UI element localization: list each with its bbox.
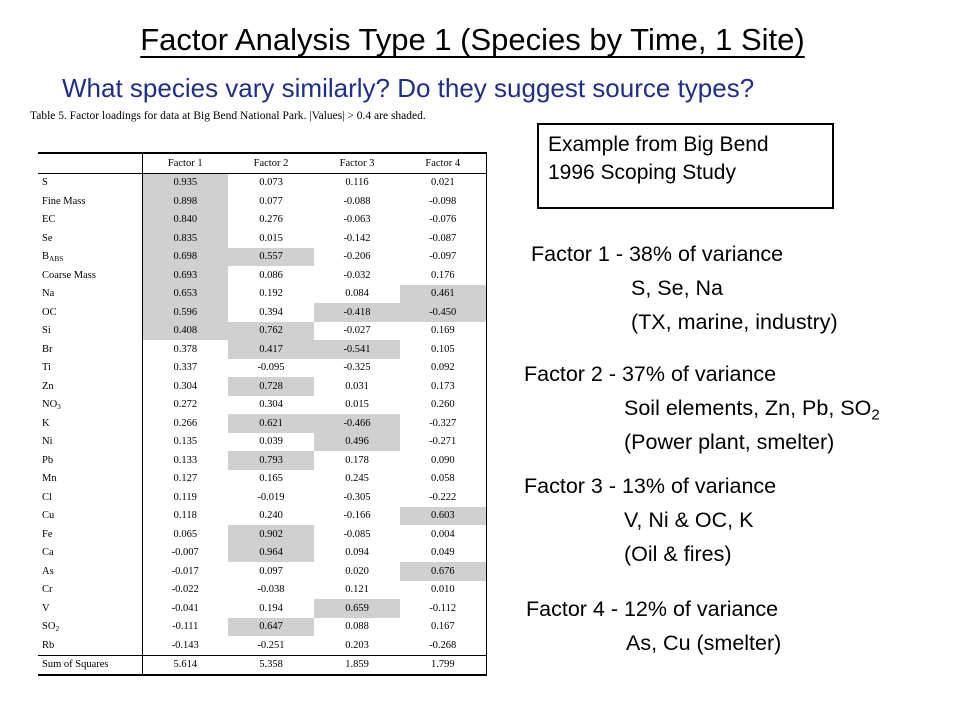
factor-2-summary (524, 357, 880, 459)
factor-4-heading: Factor 4 - 12% of variance (526, 597, 779, 621)
loading-cell-factor-1: 0.266 (142, 414, 228, 433)
factor-2-species-subscript: 2 (871, 406, 880, 424)
loading-cell-factor-2: 0.097 (259, 565, 283, 577)
loading-cell-factor-3: 0.015 (345, 399, 369, 411)
loading-cell-factor-4: -0.087 (400, 229, 486, 248)
factor-1-sources: (TX, marine, industry) (631, 310, 838, 334)
loading-cell-factor-2: 0.793 (228, 451, 314, 470)
loading-cell-factor-3: 0.031 (345, 380, 369, 392)
header-factor-2: Factor 2 (253, 157, 289, 169)
header-species (38, 153, 142, 173)
table-row (38, 488, 486, 507)
loading-cell-factor-3: -0.032 (343, 269, 371, 281)
species-label: Mn (42, 473, 57, 485)
loading-cell-factor-2: 0.964 (228, 544, 314, 563)
species-cell (38, 248, 142, 267)
loading-cell-factor-2: -0.038 (257, 584, 285, 596)
species-cell (38, 525, 142, 544)
loading-cell-factor-4: 0.167 (400, 618, 486, 637)
loading-cell-factor-1: -0.007 (142, 544, 228, 563)
loading-cell-factor-3: -0.418 (314, 303, 400, 322)
loading-cell-factor-4: 0.010 (400, 581, 486, 600)
table-body (38, 173, 486, 655)
sum-of-squares-row (38, 655, 486, 675)
slide-subtitle: What species vary similarly? Do they suggest source types? (62, 73, 755, 103)
species-label: NO (42, 399, 58, 411)
loading-cell-factor-2: 0.728 (228, 377, 314, 396)
loading-cell-factor-4: 0.058 (400, 470, 486, 489)
loading-cell-factor-2: 0.192 (259, 288, 283, 300)
table-row (38, 618, 486, 637)
loading-cell-factor-1: 0.835 (142, 229, 228, 248)
species-cell (38, 488, 142, 507)
species-cell (38, 340, 142, 359)
factor-2-sources: (Power plant, smelter) (624, 430, 835, 454)
factor-2-species-text: Soil elements, Zn, Pb, SO (624, 396, 872, 420)
species-cell (38, 266, 142, 285)
table-header-row (38, 153, 486, 173)
species-cell (38, 618, 142, 637)
species-cell (38, 451, 142, 470)
loading-cell-factor-4: 0.049 (400, 544, 486, 563)
loading-cell-factor-2: 0.077 (259, 195, 283, 207)
species-label: Fine Mass (42, 195, 86, 207)
species-cell (38, 507, 142, 526)
species-cell (38, 414, 142, 433)
loading-cell-factor-1: -0.022 (142, 581, 228, 600)
species-cell (38, 636, 142, 655)
species-cell (38, 470, 142, 489)
sum-value-factor-2: 5.358 (259, 659, 283, 671)
table-row (38, 451, 486, 470)
species-cell (38, 359, 142, 378)
loading-cell-factor-3: -0.541 (314, 340, 400, 359)
loading-cell-factor-2: 0.762 (228, 322, 314, 341)
factor-loadings-table (38, 152, 487, 676)
species-cell (38, 581, 142, 600)
table-row (38, 377, 486, 396)
species-cell (38, 192, 142, 211)
species-label: Zn (42, 380, 54, 392)
species-label: B (42, 251, 50, 263)
species-cell (38, 599, 142, 618)
table-row (38, 470, 486, 489)
loading-cell-factor-3: 0.088 (345, 621, 369, 633)
loading-cell-factor-3: 0.121 (345, 584, 369, 596)
example-box-line-1: Example from Big Bend (548, 133, 769, 156)
species-label: Coarse Mass (42, 269, 96, 281)
loading-cell-factor-2: 0.304 (259, 399, 283, 411)
species-cell (38, 377, 142, 396)
loading-cell-factor-4: -0.450 (400, 303, 486, 322)
loading-cell-factor-2: 0.276 (259, 214, 283, 226)
table-row (38, 266, 486, 285)
species-subscript: 2 (55, 624, 60, 634)
sum-value-factor-1: 5.614 (142, 655, 228, 675)
example-source-box (537, 123, 834, 209)
factor-4-summary (526, 592, 781, 660)
factor-3-summary (524, 469, 776, 571)
loading-cell-factor-3: -0.466 (314, 414, 400, 433)
species-label: Ni (42, 436, 53, 448)
header-factor-3: Factor 3 (339, 157, 375, 169)
factor-4-species-sources: As, Cu (smelter) (626, 631, 782, 655)
loading-cell-factor-1: 0.065 (142, 525, 228, 544)
sum-value-factor-3: 1.859 (345, 659, 369, 671)
example-box-line-2: 1996 Scoping Study (548, 161, 736, 184)
loading-cell-factor-4: -0.268 (400, 636, 486, 655)
loading-cell-factor-1: 0.337 (142, 359, 228, 378)
loading-cell-factor-2: 0.621 (228, 414, 314, 433)
loading-cell-factor-1: 0.653 (142, 285, 228, 304)
loading-cell-factor-3: -0.142 (343, 232, 371, 244)
loading-cell-factor-2: 0.073 (259, 177, 283, 189)
loading-cell-factor-4: 0.676 (400, 562, 486, 581)
loading-cell-factor-4: -0.327 (400, 414, 486, 433)
table-row (38, 525, 486, 544)
table-row (38, 322, 486, 341)
loading-cell-factor-3: -0.063 (343, 214, 371, 226)
loading-cell-factor-1: -0.017 (142, 562, 228, 581)
species-label: SO (42, 621, 56, 633)
loading-cell-factor-1: 0.408 (142, 322, 228, 341)
header-factor-1: Factor 1 (142, 153, 228, 173)
table-row (38, 359, 486, 378)
factor-3-species: V, Ni & OC, K (624, 508, 754, 532)
loading-cell-factor-1: 0.304 (142, 377, 228, 396)
species-subscript: ABS (49, 254, 64, 264)
loading-cell-factor-3: -0.206 (343, 251, 371, 263)
loading-cell-factor-2: 0.394 (259, 306, 283, 318)
loading-cell-factor-1: 0.596 (142, 303, 228, 322)
loading-cell-factor-4: 0.021 (400, 173, 486, 192)
table-row (38, 229, 486, 248)
species-label: Ca (42, 547, 54, 559)
loading-cell-factor-2: -0.251 (257, 639, 285, 651)
loading-cell-factor-2: 0.165 (259, 473, 283, 485)
loading-cell-factor-4: 0.090 (400, 451, 486, 470)
loading-cell-factor-3: 0.496 (314, 433, 400, 452)
loading-cell-factor-2: 0.647 (228, 618, 314, 637)
table-row (38, 173, 486, 192)
table-row (38, 636, 486, 655)
table-caption: Table 5. Factor loadings for data at Big Bend National Park. |Values| > 0.4 are shaded. (30, 110, 426, 122)
table-row (38, 303, 486, 322)
loading-cell-factor-4: 0.461 (400, 285, 486, 304)
species-cell (38, 285, 142, 304)
loading-cell-factor-2: 0.086 (259, 269, 283, 281)
factor-3-sources: (Oil & fires) (624, 542, 732, 566)
loading-cell-factor-1: 0.119 (142, 488, 228, 507)
species-cell (38, 211, 142, 230)
species-label: Cr (42, 584, 53, 596)
loading-cell-factor-1: 0.693 (142, 266, 228, 285)
loading-cell-factor-3: -0.027 (343, 325, 371, 337)
loading-cell-factor-1: 0.898 (142, 192, 228, 211)
table-row (38, 581, 486, 600)
species-cell (38, 229, 142, 248)
loading-cell-factor-4: -0.112 (400, 599, 486, 618)
species-cell (38, 544, 142, 563)
species-label: Na (42, 288, 55, 300)
factor-3-heading: Factor 3 - 13% of variance (524, 474, 777, 498)
table-row (38, 599, 486, 618)
table-row (38, 211, 486, 230)
species-label: Pb (42, 454, 54, 466)
loading-cell-factor-4: -0.222 (400, 488, 486, 507)
loading-cell-factor-1: -0.143 (142, 636, 228, 655)
loading-cell-factor-2: -0.095 (257, 362, 285, 374)
species-subscript: 3 (57, 402, 61, 412)
loading-cell-factor-3: 0.245 (345, 473, 369, 485)
species-label: Rb (42, 639, 55, 651)
species-label: OC (42, 306, 57, 318)
species-cell (38, 433, 142, 452)
loading-cell-factor-1: 0.133 (142, 451, 228, 470)
factor-1-species: S, Se, Na (631, 276, 724, 300)
loading-cell-factor-1: 0.118 (142, 507, 228, 526)
loading-cell-factor-4: 0.004 (400, 525, 486, 544)
species-label: S (42, 177, 48, 189)
loading-cell-factor-4: 0.260 (400, 396, 486, 415)
loading-cell-factor-2: 0.240 (259, 510, 283, 522)
loading-cell-factor-2: 0.194 (259, 602, 283, 614)
species-label: Cl (42, 491, 52, 503)
table-row (38, 544, 486, 563)
loading-cell-factor-4: 0.092 (400, 359, 486, 378)
loading-cell-factor-3: 0.659 (314, 599, 400, 618)
loading-cell-factor-2: -0.019 (257, 491, 285, 503)
factor-1-summary (531, 237, 838, 339)
loading-cell-factor-4: -0.271 (400, 433, 486, 452)
loading-cell-factor-4: -0.076 (400, 211, 486, 230)
loading-cell-factor-3: -0.166 (343, 510, 371, 522)
species-label: K (42, 417, 50, 429)
species-cell (38, 322, 142, 341)
loading-cell-factor-1: 0.935 (142, 173, 228, 192)
loading-cell-factor-1: 0.135 (142, 433, 228, 452)
table-row (38, 396, 486, 415)
species-label: As (42, 565, 54, 577)
loading-cell-factor-4: 0.173 (400, 377, 486, 396)
loading-cell-factor-2: 0.015 (259, 232, 283, 244)
loading-cell-factor-3: -0.088 (343, 195, 371, 207)
loading-cell-factor-1: -0.111 (142, 618, 228, 637)
table-row (38, 340, 486, 359)
table-row (38, 285, 486, 304)
species-cell (38, 173, 142, 192)
loading-cell-factor-1: -0.041 (142, 599, 228, 618)
loading-cell-factor-2: 0.557 (228, 248, 314, 267)
factor-2-heading: Factor 2 - 37% of variance (524, 362, 777, 386)
factor-2-species (524, 391, 880, 425)
loading-cell-factor-2: 0.417 (228, 340, 314, 359)
table-row (38, 414, 486, 433)
sum-label: Sum of Squares (42, 659, 109, 671)
loading-cell-factor-4: 0.105 (400, 340, 486, 359)
species-label: Fe (42, 528, 53, 540)
loading-cell-factor-3: 0.094 (345, 547, 369, 559)
species-label: Se (42, 232, 53, 244)
species-label: Br (42, 343, 53, 355)
loading-cell-factor-2: 0.902 (228, 525, 314, 544)
loading-cell-factor-1: 0.840 (142, 211, 228, 230)
species-cell (38, 303, 142, 322)
loading-cell-factor-3: 0.178 (345, 454, 369, 466)
table-row (38, 248, 486, 267)
loading-cell-factor-3: 0.116 (345, 177, 369, 189)
species-label: EC (42, 214, 56, 226)
loading-cell-factor-3: -0.325 (343, 362, 371, 374)
species-label: Si (42, 325, 51, 337)
loading-cell-factor-3: 0.020 (345, 565, 369, 577)
loading-cell-factor-4: -0.097 (400, 248, 486, 267)
species-cell (38, 396, 142, 415)
loading-cell-factor-4: 0.603 (400, 507, 486, 526)
loading-cell-factor-4: 0.176 (400, 266, 486, 285)
table-row (38, 507, 486, 526)
loading-cell-factor-1: 0.378 (142, 340, 228, 359)
species-label: Cu (42, 510, 55, 522)
factor-1-heading: Factor 1 - 38% of variance (531, 242, 784, 266)
species-label: Ti (42, 362, 51, 374)
loading-cell-factor-1: 0.698 (142, 248, 228, 267)
loading-cell-factor-3: -0.305 (343, 491, 371, 503)
loading-cell-factor-2: 0.039 (259, 436, 283, 448)
loading-cell-factor-4: -0.098 (400, 192, 486, 211)
table-row (38, 192, 486, 211)
loading-cell-factor-1: 0.272 (142, 396, 228, 415)
loading-cell-factor-4: 0.169 (400, 322, 486, 341)
species-cell (38, 562, 142, 581)
loading-cell-factor-3: -0.085 (343, 528, 371, 540)
loading-cell-factor-3: 0.084 (345, 288, 369, 300)
table-row (38, 433, 486, 452)
loading-cell-factor-1: 0.127 (142, 470, 228, 489)
slide-title: Factor Analysis Type 1 (Species by Time, 1 Site) (140, 22, 805, 57)
header-factor-4: Factor 4 (400, 153, 486, 173)
sum-value-factor-4: 1.799 (400, 655, 486, 675)
table-row (38, 562, 486, 581)
loading-cell-factor-3: 0.203 (345, 639, 369, 651)
species-label: V (42, 602, 50, 614)
